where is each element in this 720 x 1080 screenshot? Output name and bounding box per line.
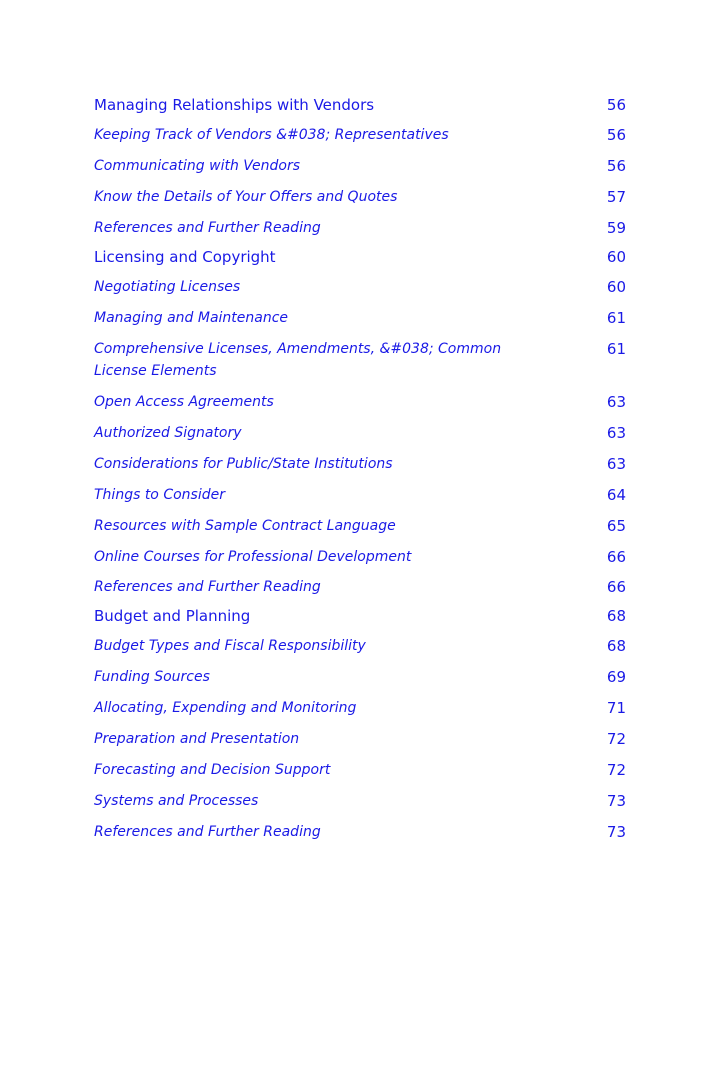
toc-entry-section[interactable] bbox=[94, 759, 626, 782]
toc-entry-page-number: 63 bbox=[606, 424, 626, 443]
toc-entry-title: Keeping Track of Vendors &#038; Representatives bbox=[94, 127, 449, 144]
toc-entry-title: Authorized Signatory bbox=[94, 425, 242, 442]
toc-entry-section[interactable] bbox=[94, 217, 626, 240]
toc-entry-page-number: 72 bbox=[606, 730, 626, 749]
toc-entry-page-number: 56 bbox=[606, 126, 626, 145]
toc-entry-page-number: 56 bbox=[606, 157, 626, 176]
toc-entry-page-number: 68 bbox=[606, 606, 626, 625]
toc-entry-title: Preparation and Presentation bbox=[94, 731, 300, 748]
toc-entry-page-number: 63 bbox=[606, 454, 626, 473]
toc-entry-page-number: 64 bbox=[606, 485, 626, 504]
table-of-contents bbox=[94, 94, 626, 843]
toc-entry-title: Things to Consider bbox=[94, 486, 225, 503]
toc-entry-title: Know the Details of Your Offers and Quotes bbox=[94, 189, 398, 206]
toc-entry-section[interactable] bbox=[94, 307, 626, 330]
toc-entry-section[interactable] bbox=[94, 484, 626, 507]
toc-entry-section[interactable] bbox=[94, 666, 626, 689]
toc-entry-title: Considerations for Public/State Institutions bbox=[94, 455, 393, 472]
toc-entry-page-number: 71 bbox=[606, 699, 626, 718]
toc-entry-title: Open Access Agreements bbox=[94, 394, 274, 411]
toc-entry-page-number: 56 bbox=[606, 96, 626, 114]
toc-entry-page-number: 57 bbox=[606, 188, 626, 207]
toc-entry-page-number: 65 bbox=[606, 516, 626, 535]
toc-entry-page-number: 68 bbox=[606, 637, 626, 656]
toc-entry-section[interactable] bbox=[94, 276, 626, 299]
toc-entry-page-number: 61 bbox=[606, 308, 626, 327]
toc-entry-chapter[interactable] bbox=[94, 246, 626, 268]
toc-entry-section[interactable] bbox=[94, 124, 626, 147]
toc-entry-title: Comprehensive Licenses, Amendments, &#038; Common License Elements bbox=[94, 340, 502, 380]
toc-entry-page-number: 60 bbox=[606, 247, 626, 266]
toc-entry-title: Funding Sources bbox=[94, 669, 210, 686]
toc-entry-title: Managing and Maintenance bbox=[94, 309, 289, 326]
toc-entry-page-number: 69 bbox=[606, 668, 626, 687]
toc-entry-title: Allocating, Expending and Monitoring bbox=[94, 700, 357, 717]
toc-entry-section[interactable] bbox=[94, 790, 626, 813]
toc-entry-page-number: 61 bbox=[606, 339, 626, 358]
toc-entry-chapter[interactable] bbox=[94, 94, 626, 116]
toc-entry-section[interactable] bbox=[94, 635, 626, 658]
toc-entry-page-number: 72 bbox=[606, 760, 626, 779]
toc-entry-title: Budget and Planning bbox=[94, 606, 251, 625]
toc-entry-section[interactable] bbox=[94, 546, 626, 569]
toc-entry-section[interactable] bbox=[94, 728, 626, 751]
toc-entry-section[interactable] bbox=[94, 391, 626, 414]
toc-entry-title: Systems and Processes bbox=[94, 792, 259, 809]
toc-entry-title: Online Courses for Professional Development bbox=[94, 548, 412, 565]
toc-entry-title: Budget Types and Fiscal Responsibility bbox=[94, 638, 366, 655]
toc-entry-section[interactable] bbox=[94, 697, 626, 720]
toc-entry-page-number: 66 bbox=[606, 578, 626, 597]
toc-entry-page-number: 66 bbox=[606, 547, 626, 566]
toc-entry-title: References and Further Reading bbox=[94, 579, 321, 596]
toc-entry-title: References and Further Reading bbox=[94, 220, 321, 237]
toc-entry-page-number: 73 bbox=[606, 791, 626, 810]
toc-entry-title: Licensing and Copyright bbox=[94, 247, 276, 266]
toc-entry-section[interactable] bbox=[94, 338, 626, 383]
toc-entry-section[interactable] bbox=[94, 155, 626, 178]
toc-entry-title: References and Further Reading bbox=[94, 823, 321, 840]
toc-entry-title: Forecasting and Decision Support bbox=[94, 761, 331, 778]
toc-entry-page-number: 73 bbox=[606, 822, 626, 841]
toc-entry-title: Negotiating Licenses bbox=[94, 278, 241, 295]
toc-entry-section[interactable] bbox=[94, 422, 626, 445]
toc-entry-section[interactable] bbox=[94, 821, 626, 844]
toc-entry-section[interactable] bbox=[94, 453, 626, 476]
toc-entry-title: Communicating with Vendors bbox=[94, 158, 301, 175]
toc-entry-section[interactable] bbox=[94, 186, 626, 209]
toc-entry-chapter[interactable] bbox=[94, 605, 626, 627]
toc-entry-section[interactable] bbox=[94, 576, 626, 599]
toc-entry-section[interactable] bbox=[94, 515, 626, 538]
toc-entry-page-number: 60 bbox=[606, 277, 626, 296]
toc-entry-page-number: 63 bbox=[606, 393, 626, 412]
toc-entry-title: Managing Relationships with Vendors bbox=[94, 96, 375, 114]
toc-entry-title: Resources with Sample Contract Language bbox=[94, 517, 396, 534]
toc-entry-page-number: 59 bbox=[606, 219, 626, 238]
